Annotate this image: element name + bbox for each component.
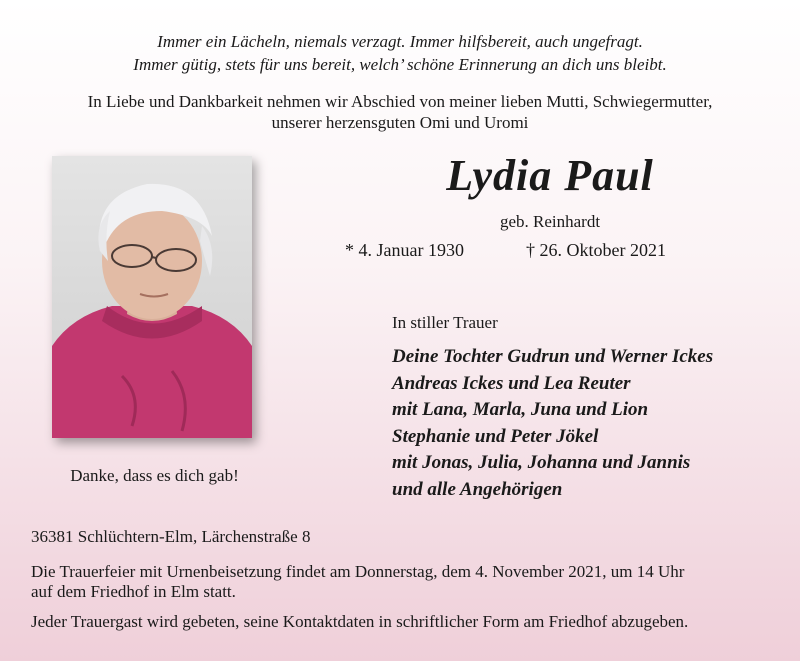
death-symbol: † [526, 240, 535, 260]
portrait-illustration [52, 156, 252, 438]
funeral-info [31, 562, 684, 602]
mourners-list [392, 344, 713, 503]
birth-date-text: 4. Januar 1930 [358, 240, 464, 260]
mourning-heading: In stiller Trauer [392, 313, 498, 332]
address: 36381 Schlüchtern-Elm, Lärchenstraße 8 [31, 527, 311, 546]
death-date [526, 240, 666, 261]
guest-notice: Jeder Trauergast wird gebeten, seine Kontaktdaten in schriftlicher Form am Friedhof abzugeben. [31, 612, 689, 631]
deceased-name: Lydia Paul [446, 151, 654, 200]
intro-line-1: In Liebe und Dankbarkeit nehmen wir Abschied von meiner lieben Mutti, Schwiegermutter, [87, 92, 713, 111]
mourner-line: mit Lana, Marla, Juna und Lion [392, 399, 649, 420]
intro-text [0, 91, 800, 133]
mourner-line: mit Jonas, Julia, Johanna und Jannis [392, 452, 691, 473]
mourner-line: Stephanie und Peter Jökel [392, 425, 599, 447]
poem-line-2: Immer gütig, stets für uns bereit, welch’ schöne Erinnerung an dich uns bleibt. [133, 55, 667, 74]
portrait-photo [52, 156, 252, 438]
poem-line-1: Immer ein Lächeln, niemals verzagt. Immer hilfsbereit, auch ungefragt. [157, 32, 643, 51]
intro-line-2: unserer herzensguten Omi und Uromi [271, 113, 529, 132]
mourner-line: und alle Angehörigen [392, 478, 563, 500]
poem [0, 30, 800, 76]
photo-caption: Danke, dass es dich gab! [70, 466, 239, 485]
death-date-text: 26. Oktober 2021 [539, 240, 666, 260]
birth-symbol: * [345, 240, 354, 260]
birth-date [345, 240, 464, 261]
funeral-line-1: Die Trauerfeier mit Urnenbeisetzung findet am Donnerstag, dem 4. November 2021, um 14 Uhr [31, 562, 685, 581]
mourner-line: Deine Tochter Gudrun und Werner Ickes [392, 346, 714, 367]
mourner-line: Andreas Ickes und Lea Reuter [392, 372, 631, 394]
birth-name: geb. Reinhardt [499, 212, 601, 231]
funeral-line-2: auf dem Friedhof in Elm statt. [31, 582, 236, 601]
